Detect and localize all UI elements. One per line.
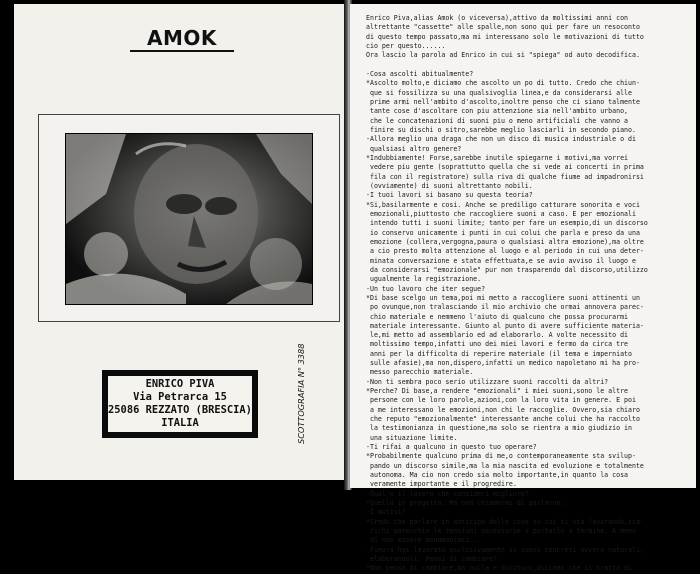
- text-line: (ovviamente) di suoni altrettanto nobili.: [366, 181, 533, 190]
- text-line: que si fossilizza su una qualsivoglia linea,e da considerarsi alle: [366, 88, 632, 97]
- text-line: anni per la difficolta di reperire materiale (il tema e imperniato: [366, 349, 632, 358]
- text-line: intendo tutti i suoni limite; tanto per fare un esempio,di un discorso: [366, 219, 648, 228]
- text-line: -Qual'e il lavoro che consideri migliore?: [366, 489, 529, 498]
- text-line: di questo tempo passato,ma mi interessano solo le motivazioni di tutto: [366, 32, 644, 41]
- text-line: *Si,basilarmente e cosi. Anche se prediligo catturare sonorita e voci: [366, 200, 640, 209]
- vertical-stamp: [296, 334, 312, 444]
- text-line: prime armi nell'ambito d'ascolto,inoltre penso che ci siano talmente: [366, 97, 640, 106]
- text-line: *Indubbiamente! Forse,sarebbe inutile spiegarne i motivi,ma vorrei: [366, 153, 629, 162]
- text-line: a me interessano le emozioni,non chi le raccoglie. Ovvero,sia chiaro: [366, 405, 640, 414]
- text-line: pando un discorso simile,ma la mia nascita ed evoluzione e totalmente: [366, 461, 644, 470]
- text-line: da considerarsi "emozionale" pur non trasparendo dal discorso,utilizzo: [366, 265, 648, 274]
- text-line: chio materiale e nemmeno l'aiuto di qualcuno che possa procurarmi: [366, 312, 629, 321]
- text-line: a cio presto molta attenzione al luogo e al periodo in cui una deter-: [366, 247, 644, 256]
- text-line: veramente importante e il progredire.: [366, 480, 517, 489]
- text-line: po ovunque,non tralasciando il mio archivio che ormai annovera parec-: [366, 303, 644, 312]
- text-line: altrettante "cassette" alle spalle,non sono qui per fare un resoconto: [366, 23, 640, 32]
- text-line: che le concatenazioni di suoni piu o meno artificiali che vanno a: [366, 116, 629, 125]
- text-line: Enrico Piva,alias Amok (o viceversa),attivo da moltissimi anni con: [366, 14, 629, 22]
- text-line: -I tuoi lavori si basano su questa teoria?: [366, 191, 533, 200]
- text-line: messo parecchio materiale.: [366, 368, 474, 377]
- text-line: minata conversazione e stata effettuata,e se avio avviso il luogo e: [366, 256, 636, 265]
- portrait-photo: [65, 133, 313, 305]
- text-line: *Quello in progetto. Ma non chiedermi di parlarne.: [366, 499, 565, 508]
- text-line: persone con le loro parole,azioni,con la loro vita in genere. E poi: [366, 396, 636, 405]
- right-page: [350, 4, 696, 573]
- text-line: -Un tuo lavoro che iter segue?: [366, 284, 486, 293]
- text-line: una situazione limite.: [366, 433, 458, 442]
- text-line: -Ti rifai a qualcuno in questo tuo operare?: [366, 443, 537, 452]
- left-page: [14, 4, 346, 480]
- text-line: finire su dischi o sitro,sarebbe meglio lasciarli in secondo piano.: [366, 125, 636, 134]
- address-label: [108, 376, 252, 432]
- address-name: ENRICO PIVA: [145, 378, 215, 390]
- text-line: le,mi metto ad assemblario ed ad elaborarlo. A volte necessito di: [366, 331, 629, 340]
- address-box: [102, 370, 258, 438]
- text-line: -Finora hai lavorato esclusivamente su suoni concreti ovvero naturali,: [366, 545, 644, 554]
- address-city: 25086 REZZATO (BRESCIA): [108, 404, 252, 416]
- title-underline: [130, 50, 234, 52]
- portrait-image: [66, 134, 312, 304]
- text-line: cio per questo......: [366, 41, 446, 50]
- text-line: *Di base scelgo un tema,poi mi metto a raccogliere suoni attinenti un: [366, 293, 640, 302]
- text-line: -Allora meglio una draga che non un disco di musica industriale o di: [366, 135, 636, 144]
- text-line: di non essere monomaniaci...: [366, 536, 482, 545]
- interview-text: [366, 14, 690, 574]
- text-line: elaborandoli. Pensi di cambiare?: [366, 555, 498, 564]
- text-line: *Ascolto molto,e diciamo che ascolto un po di tutto. Credo che chiun-: [366, 79, 640, 88]
- text-line: materiale interessante. Giunto al punto di avere sufficiente materia-: [366, 321, 644, 330]
- text-line: sulle afasie),ma non,dispero,infatti un medico napoletano mi ha pro-: [366, 359, 640, 368]
- text-line: moltissimo tempo,infatti uno dei miei lavori e fermo da circa tre: [366, 340, 629, 349]
- text-line: che reputo "emozionalmente" interessante anche colui che ha raccolto: [366, 415, 640, 424]
- text-line: io conservo unicamente i punti in cui colui che parla e preso da una: [366, 228, 640, 237]
- text-line: -Cosa ascolti abitualmente?: [366, 69, 474, 78]
- text-line: la testimonianza in questione,ma solo se rientra a mio giudizio in: [366, 424, 632, 433]
- text-line: -Non ti sembra poco serio utilizzare suoni raccolti da altri?: [366, 377, 609, 386]
- text-line: *Non penso di cambiare,ma nulla e duraturo,diciamo che si tratta di: [366, 564, 632, 573]
- text-line: *Credo che parlare in anticipo delle cose su cui si sta lavorando,sca-: [366, 517, 644, 526]
- text-line: -I motivi?: [366, 508, 406, 517]
- text-line: fila con il registratore) sulla riva di qualche fiume ad impadronirsi: [366, 172, 644, 181]
- text-line: *Probabilmente qualcuno prima di me,o contemporaneamente sta svilup-: [366, 452, 636, 461]
- photo-frame: [38, 114, 340, 322]
- text-line: emozione (collera,vergogna,paura o qualsiasi altra emozione),ma oltre: [366, 237, 644, 246]
- page-title: AMOK: [147, 26, 217, 50]
- text-line: richi parecchio le tensioni necessarie a portarlo a termine. A meno: [366, 527, 636, 536]
- text-line: qualsiasi altro genere?: [366, 144, 462, 153]
- text-line: [366, 61, 690, 70]
- text-line: tante cose d'ascoltare con piu attenzione sia nell'ambito urbano,: [366, 107, 629, 116]
- text-line: autonoma. Ma cio non credo sia molto importante,in quanto la cosa: [366, 471, 629, 480]
- address-country: ITALIA: [161, 417, 199, 429]
- text-line: emozionali,piuttosto che raccogliere suoni a caso. E per emozionali: [366, 209, 636, 218]
- text-line: Ora lascio la parola ad Enrico in cui si "spiega" od auto decodifica.: [366, 51, 640, 60]
- text-line: *Perche? Di base,a rendere "emozionali" i miei suoni,sono le altre: [366, 387, 629, 396]
- text-line: ugualmente la registrazione.: [366, 275, 482, 284]
- text-line: vedere piu gente (soprattutto quella che si vede ai concerti in prima: [366, 163, 644, 172]
- stamp-text: SCOTTOGRAFIA N° 3388: [296, 343, 306, 444]
- address-street: Via Petrarca 15: [133, 391, 227, 403]
